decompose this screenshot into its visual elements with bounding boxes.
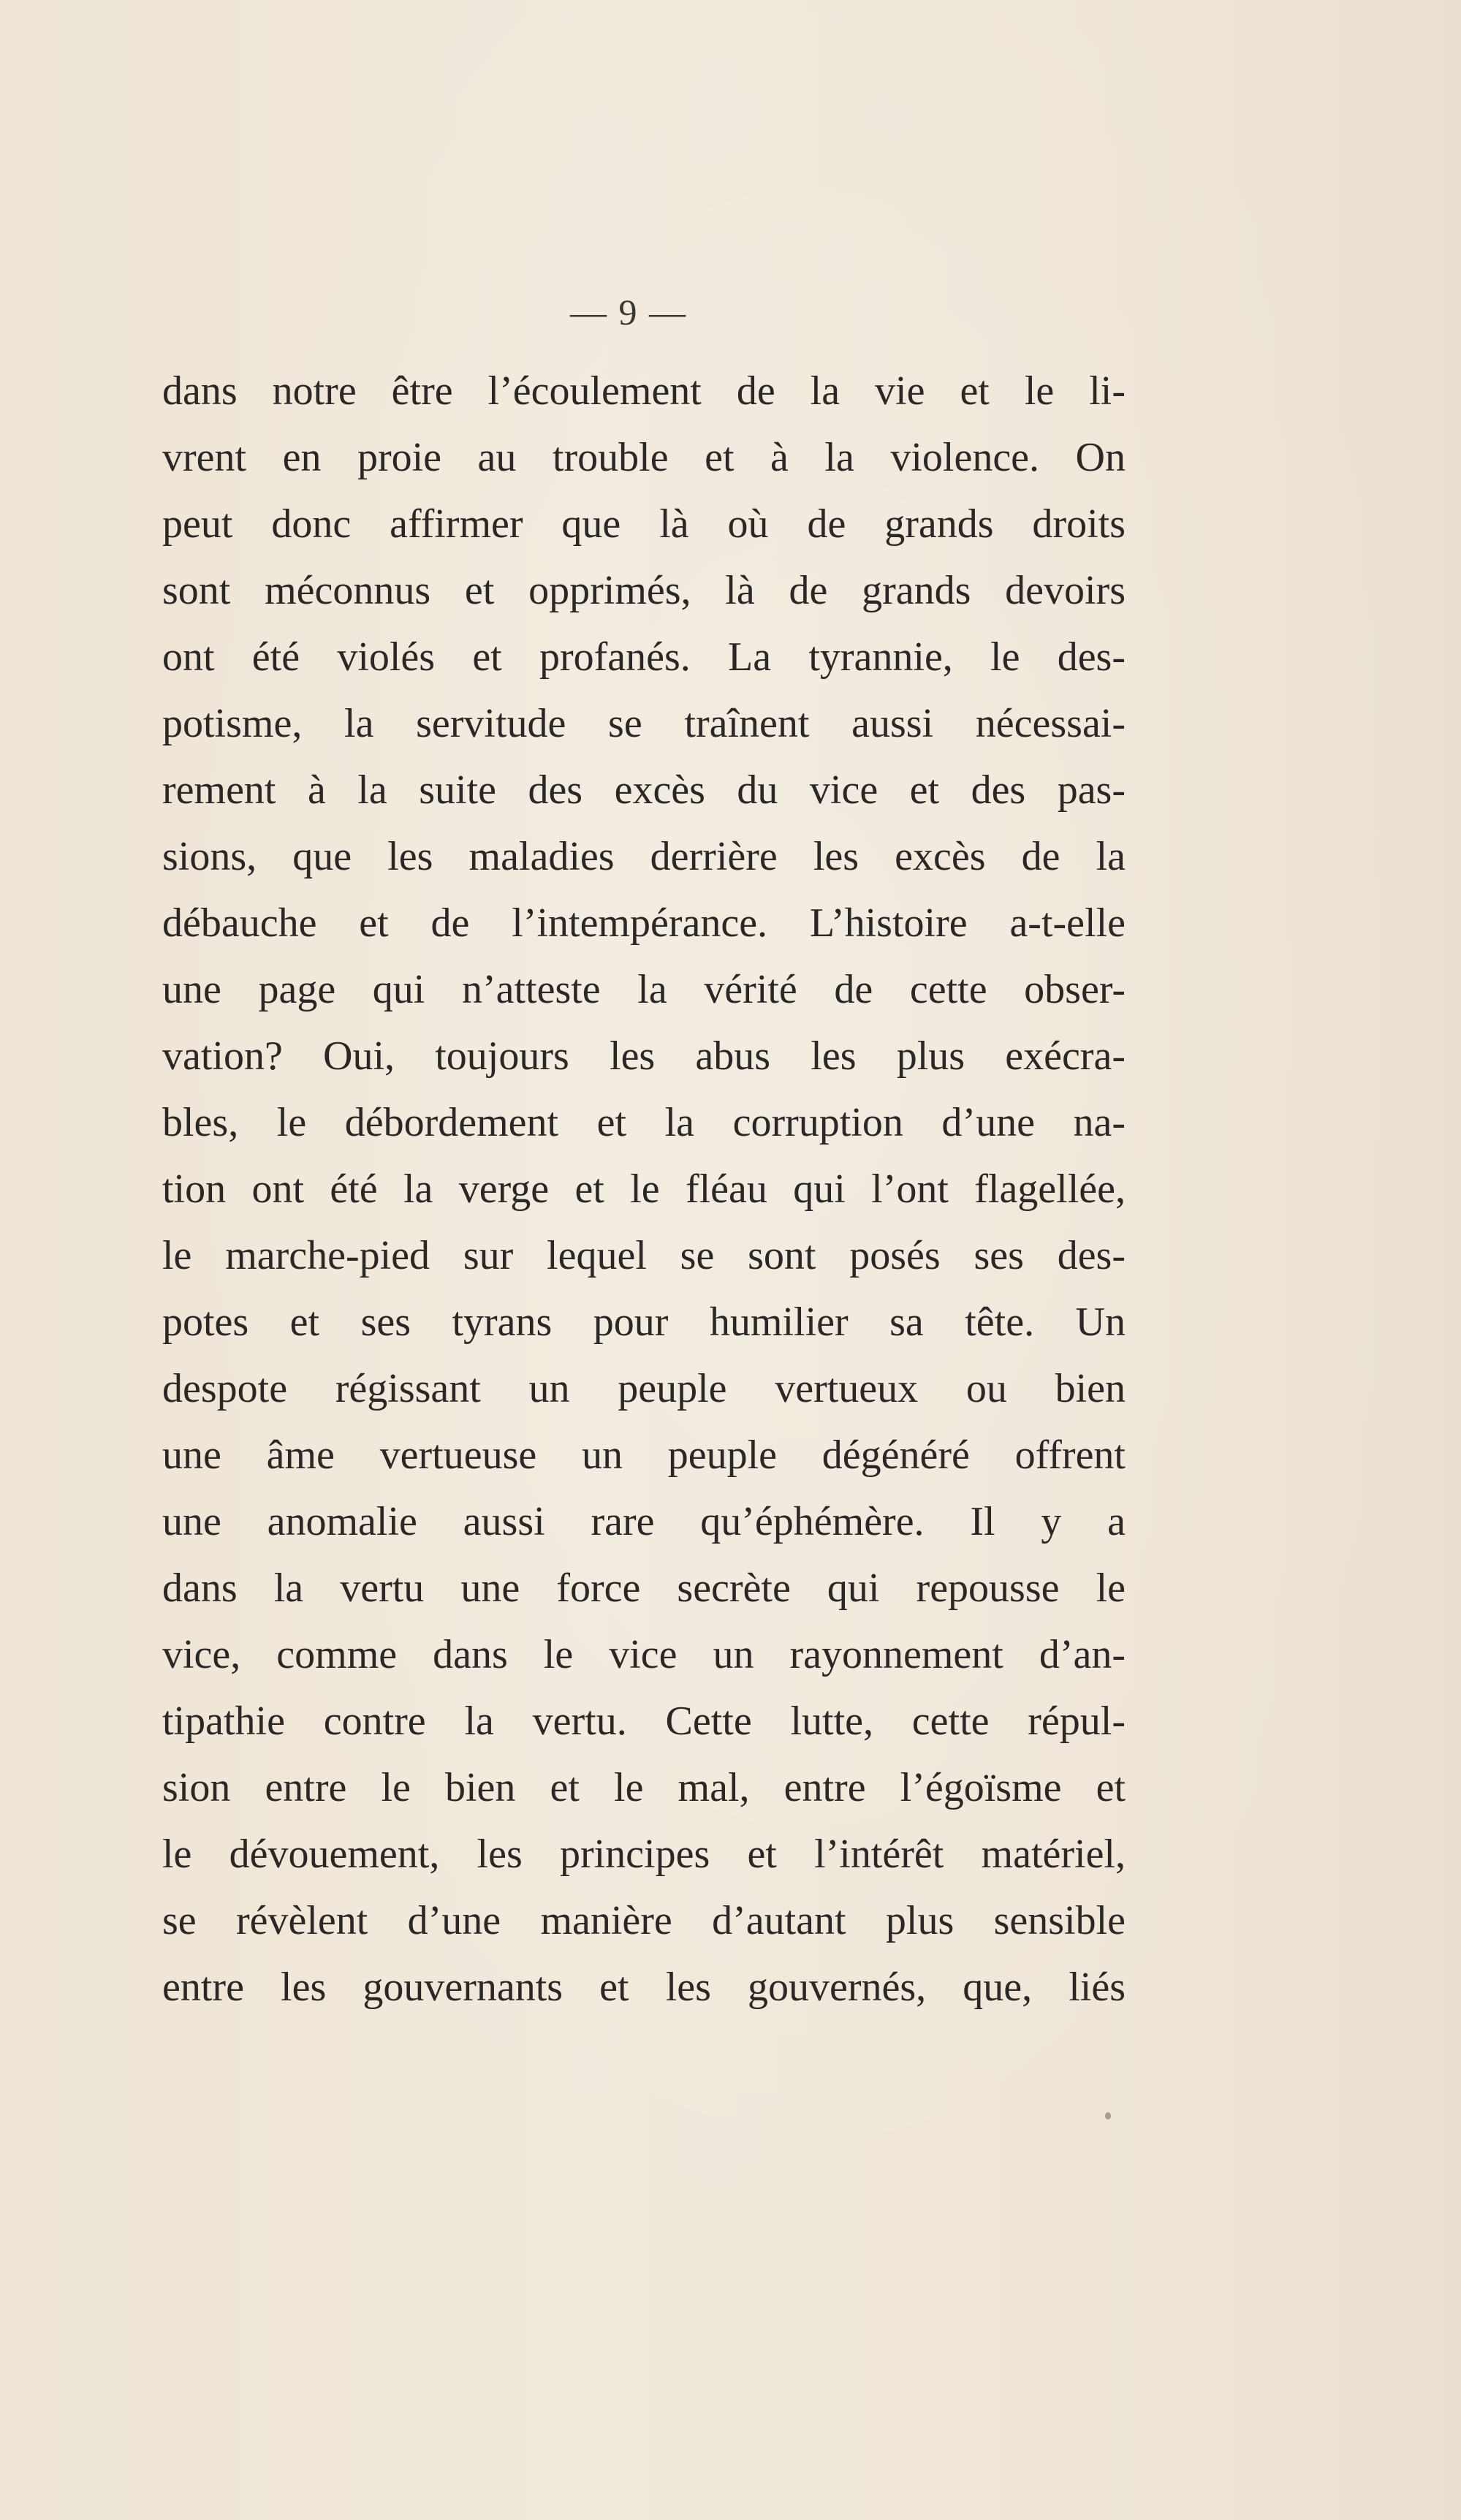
text-line: tion ont été la verge et le fléau qui l’ont flagellée, — [162, 1166, 1126, 1212]
body-text — [162, 358, 1126, 2021]
text-line: despote régissant un peuple vertueux ou bien — [162, 1366, 1126, 1411]
text-line: vice, comme dans le vice un rayonnement d’an- — [162, 1632, 1126, 1677]
text-line: sions, que les maladies derrière les excès de la — [162, 834, 1126, 879]
page-number-header: — 9 — — [570, 292, 687, 333]
text-line: tipathie contre la vertu. Cette lutte, cette répul- — [162, 1699, 1126, 1744]
text-line: le dévouement, les principes et l’intérêt matériel, — [162, 1832, 1126, 1877]
text-line: se révèlent d’une manière d’autant plus sensible — [162, 1898, 1126, 1943]
text-line: une anomalie aussi rare qu’éphémère. Il y a — [162, 1499, 1126, 1544]
text-line: potes et ses tyrans pour humilier sa tête. Un — [162, 1299, 1126, 1345]
text-line: vrent en proie au trouble et à la violence. On — [162, 435, 1126, 480]
paper-speck — [1105, 2112, 1111, 2119]
text-line: une page qui n’atteste la vérité de cette obser- — [162, 967, 1126, 1012]
text-line: entre les gouvernants et les gouvernés, que, liés — [162, 1965, 1126, 2010]
text-line: sion entre le bien et le mal, entre l’égoïsme et — [162, 1765, 1126, 1810]
text-line: rement à la suite des excès du vice et des pas- — [162, 767, 1126, 813]
text-line: sont méconnus et opprimés, là de grands devoirs — [162, 568, 1126, 613]
text-line: dans la vertu une force secrète qui repousse le — [162, 1565, 1126, 1611]
text-line: dans notre être l’écoulement de la vie et le li- — [162, 368, 1126, 414]
text-line: potisme, la servitude se traînent aussi nécessai- — [162, 701, 1126, 746]
text-line: vation? Oui, toujours les abus les plus exécra- — [162, 1033, 1126, 1079]
text-line: le marche-pied sur lequel se sont posés ses des- — [162, 1233, 1126, 1278]
text-line: bles, le débordement et la corruption d’une na- — [162, 1100, 1126, 1145]
text-line: débauche et de l’intempérance. L’histoire a-t-elle — [162, 900, 1126, 946]
text-line: peut donc affirmer que là où de grands droits — [162, 501, 1126, 547]
text-line: ont été violés et profanés. La tyrannie, le des- — [162, 634, 1126, 680]
text-line: une âme vertueuse un peuple dégénéré offrent — [162, 1432, 1126, 1478]
